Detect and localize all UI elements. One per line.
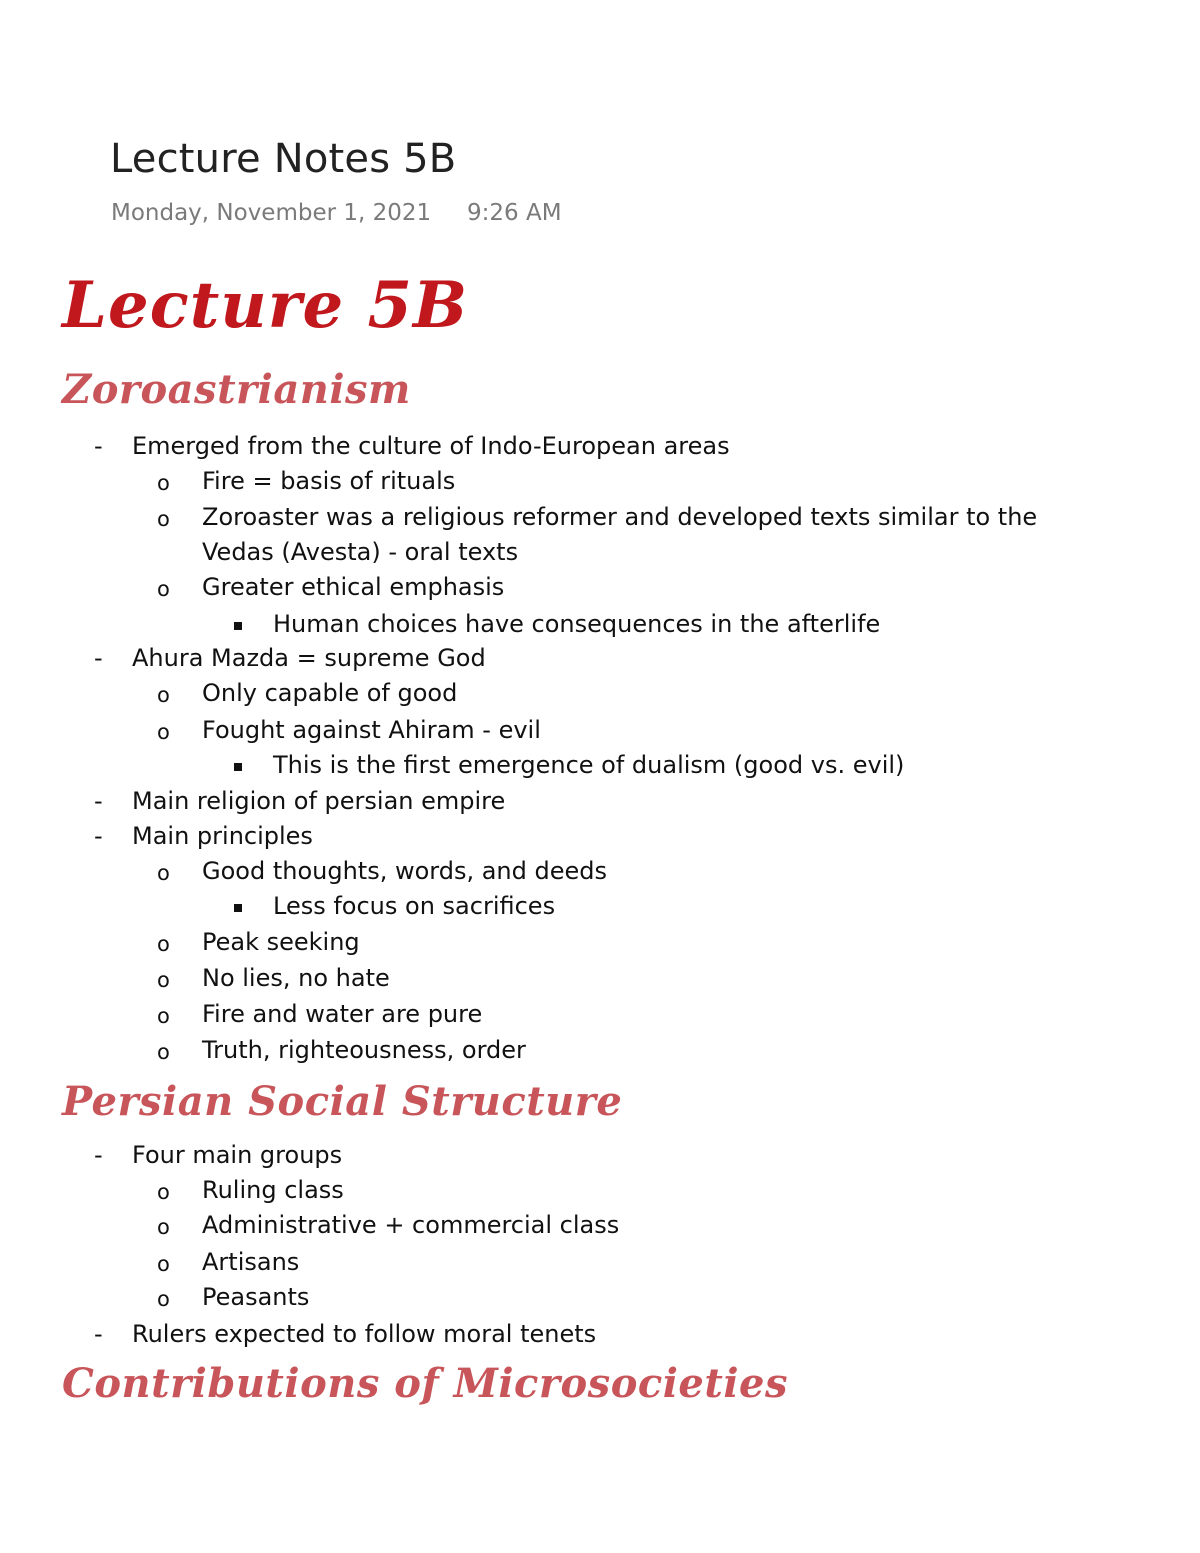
section-heading-zoroastrianism: Zoroastrianism: [62, 366, 411, 413]
circle-bullet: o: [157, 861, 170, 885]
circle-bullet: o: [157, 471, 170, 495]
list-item: Fire and water are pure: [202, 1000, 483, 1028]
circle-bullet: o: [157, 1040, 170, 1064]
dash-bullet: -: [94, 644, 103, 672]
circle-bullet: o: [157, 577, 170, 601]
page-date: Monday, November 1, 2021: [111, 200, 432, 226]
dash-bullet: -: [94, 1141, 103, 1169]
list-item: Vedas (Avesta) - oral texts: [202, 538, 519, 566]
circle-bullet: o: [157, 968, 170, 992]
list-item: Only capable of good: [202, 679, 458, 707]
section-heading-persian-social-structure: Persian Social Structure: [62, 1078, 623, 1125]
circle-bullet: o: [157, 1252, 170, 1276]
dash-bullet: -: [94, 822, 103, 850]
list-item: Less focus on sacrifices: [273, 892, 556, 920]
list-item: This is the first emergence of dualism (good vs. evil): [273, 751, 905, 779]
circle-bullet: o: [157, 683, 170, 707]
list-item: Human choices have consequences in the afterlife: [273, 610, 881, 638]
square-bullet: [234, 904, 242, 912]
list-item: Main principles: [132, 822, 313, 850]
dash-bullet: -: [94, 787, 103, 815]
square-bullet: [234, 763, 242, 771]
list-item: Peak seeking: [202, 928, 360, 956]
list-item: Rulers expected to follow moral tenets: [132, 1320, 597, 1348]
list-item: Good thoughts, words, and deeds: [202, 857, 607, 885]
list-item: Ruling class: [202, 1176, 344, 1204]
list-item: Ahura Mazda = supreme God: [132, 644, 486, 672]
circle-bullet: o: [157, 932, 170, 956]
dash-bullet: -: [94, 432, 103, 460]
circle-bullet: o: [157, 507, 170, 531]
list-item: Peasants: [202, 1283, 310, 1311]
list-item: Administrative + commercial class: [202, 1211, 620, 1239]
list-item: Fire = basis of rituals: [202, 467, 456, 495]
circle-bullet: o: [157, 1180, 170, 1204]
page-time: 9:26 AM: [467, 200, 562, 226]
circle-bullet: o: [157, 1287, 170, 1311]
dash-bullet: -: [94, 1320, 103, 1348]
page-title: Lecture Notes 5B: [110, 136, 457, 182]
circle-bullet: o: [157, 1004, 170, 1028]
list-item: Fought against Ahiram - evil: [202, 716, 541, 744]
section-heading-contributions-of-microsocieties: Contributions of Microsocieties: [62, 1360, 789, 1407]
circle-bullet: o: [157, 1215, 170, 1239]
list-item: Emerged from the culture of Indo-European areas: [132, 432, 730, 460]
list-item: Truth, righteousness, order: [202, 1036, 526, 1064]
list-item: Four main groups: [132, 1141, 343, 1169]
list-item: Zoroaster was a religious reformer and developed texts similar to the: [202, 503, 1038, 531]
list-item: No lies, no hate: [202, 964, 390, 992]
list-item: Main religion of persian empire: [132, 787, 506, 815]
circle-bullet: o: [157, 720, 170, 744]
list-item: Greater ethical emphasis: [202, 573, 505, 601]
main-heading: Lecture 5B: [62, 268, 469, 343]
square-bullet: [234, 622, 242, 630]
list-item: Artisans: [202, 1248, 300, 1276]
